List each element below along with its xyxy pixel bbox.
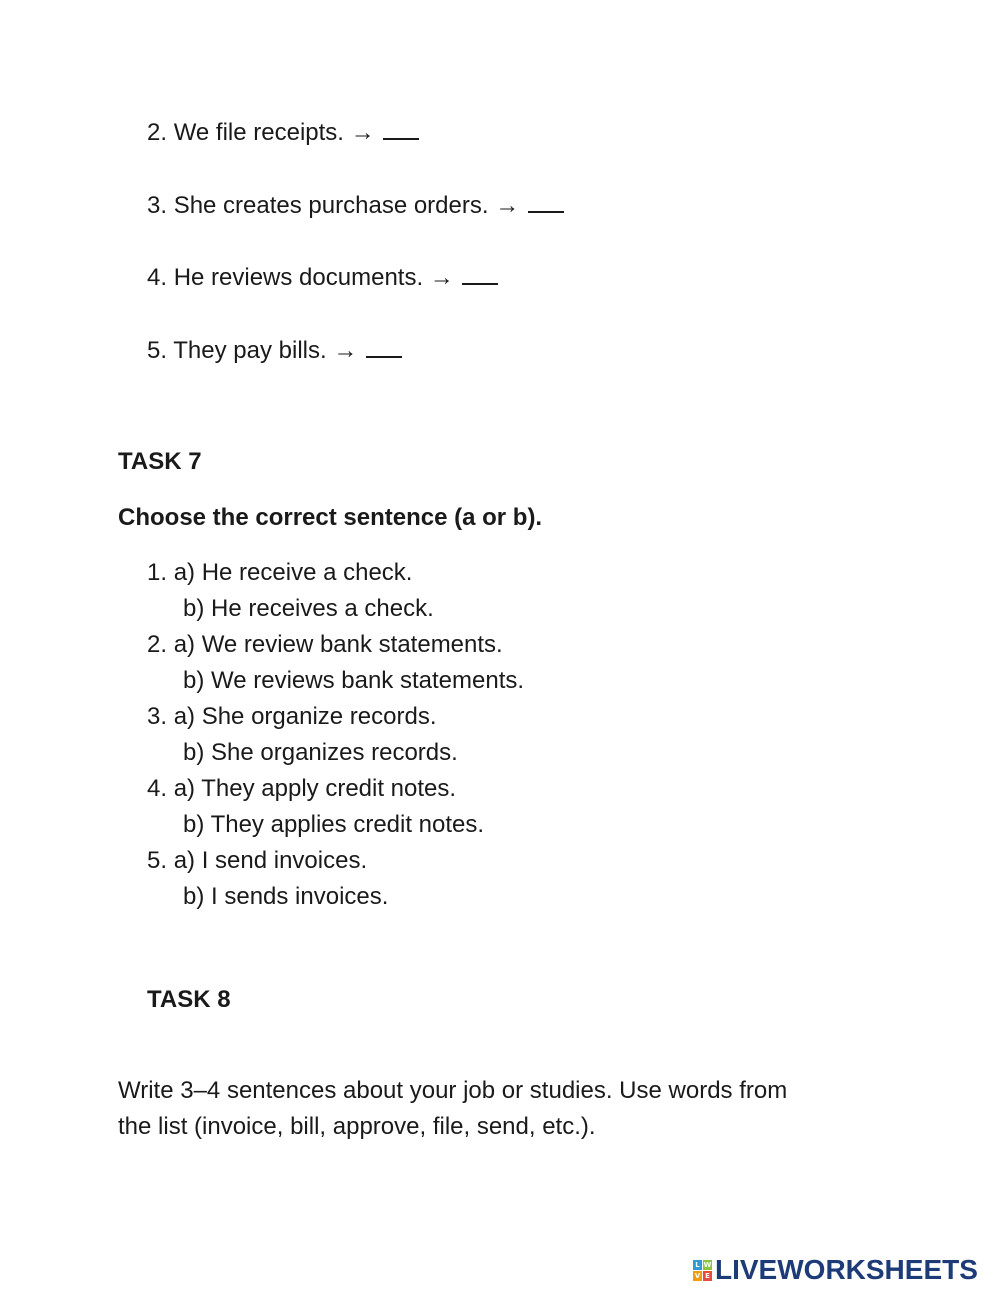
item-number: 1. xyxy=(147,559,168,586)
logo-icon-tile: L xyxy=(693,1260,702,1270)
task6-item xyxy=(147,191,564,221)
option-text: a) They apply credit notes. xyxy=(173,775,457,802)
item-number: 2. xyxy=(147,119,168,146)
task8-instruction-line2: the list (invoice, bill, approve, file, send, etc.). xyxy=(118,1113,596,1140)
task6-item xyxy=(147,336,402,366)
answer-blank[interactable] xyxy=(462,263,498,285)
logo-icon-tile: E xyxy=(703,1271,712,1281)
task7-option-a[interactable] xyxy=(147,702,437,732)
logo-icon-tile: W xyxy=(703,1260,712,1269)
answer-blank[interactable] xyxy=(528,191,564,213)
answer-blank[interactable] xyxy=(366,336,402,358)
task7-option-b[interactable]: b) He receives a check. xyxy=(183,595,434,622)
item-number: 3. xyxy=(147,703,168,730)
liveworksheets-icon xyxy=(693,1260,712,1281)
task8-title: TASK 8 xyxy=(147,986,231,1013)
item-number: 4. xyxy=(147,264,168,291)
task7-option-b[interactable]: b) We reviews bank statements. xyxy=(183,667,525,694)
item-number: 3. xyxy=(147,192,168,219)
answer-blank[interactable] xyxy=(383,118,419,140)
task7-option-a[interactable] xyxy=(147,774,456,804)
task7-option-a[interactable] xyxy=(147,630,503,660)
logo-icon-tile: V xyxy=(694,1271,701,1280)
task6-item xyxy=(147,263,498,293)
option-text: a) He receive a check. xyxy=(173,559,413,586)
task7-instruction: Choose the correct sentence (a or b). xyxy=(118,504,543,531)
task7-option-a[interactable] xyxy=(147,846,367,876)
option-text: a) She organize records. xyxy=(173,703,437,730)
item-text: She creates purchase orders. → xyxy=(173,192,520,219)
logo-text: LIVEWORKSHEETS xyxy=(715,1254,978,1285)
task7-option-b[interactable]: b) I sends invoices. xyxy=(183,883,389,910)
task8-instruction-line1: Write 3–4 sentences about your job or studies. Use words from xyxy=(118,1077,788,1104)
option-text: a) I send invoices. xyxy=(173,847,368,874)
task7-option-b[interactable]: b) They applies credit notes. xyxy=(183,811,485,838)
item-text: They pay bills. → xyxy=(173,337,358,364)
liveworksheets-logo xyxy=(693,1253,978,1287)
item-number: 5. xyxy=(147,337,168,364)
item-text: He reviews documents. → xyxy=(173,264,454,291)
option-text: a) We review bank statements. xyxy=(173,631,503,658)
item-number: 2. xyxy=(147,631,168,658)
item-text: We file receipts. → xyxy=(173,119,375,146)
task7-option-b[interactable]: b) She organizes records. xyxy=(183,739,458,766)
task6-item xyxy=(147,118,419,148)
item-number: 5. xyxy=(147,847,168,874)
task7-title: TASK 7 xyxy=(118,448,202,475)
item-number: 4. xyxy=(147,775,168,802)
task7-option-a[interactable] xyxy=(147,558,412,588)
